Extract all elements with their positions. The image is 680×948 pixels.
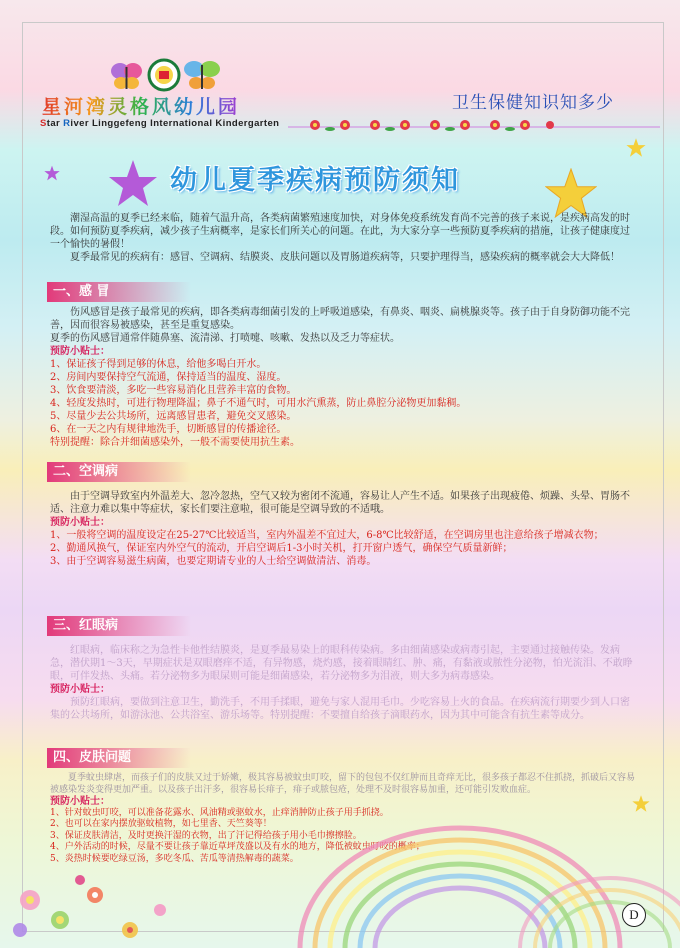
list-item: 3、保证皮肤清洁，及时更换汗湿的衣物，出了汗记得给孩子用小毛巾擦擦脸。	[50, 830, 362, 841]
page-title: 幼儿夏季疾病预防须知	[170, 165, 460, 196]
en-initial-s: S	[40, 118, 47, 129]
crest-icon	[149, 60, 179, 90]
section-ac	[50, 490, 638, 568]
list-item: 2、勤通风换气，保证室内外空气的流动，开启空调后1-3小时关机，打开窗户透气，确保空气质量新鲜；	[50, 543, 513, 554]
kindergarten-name-text: 星河湾灵格风幼儿园	[42, 92, 240, 119]
star-icon	[545, 168, 597, 218]
list-item: 3、由于空调容易滋生病菌，也要定期请专业的人士给空调做清洁、消毒。	[50, 556, 377, 567]
list-item: 2、房间内要保持空气流通，保持适当的温度、湿度。	[50, 372, 287, 383]
section-pinkeye	[50, 644, 638, 722]
pinkeye-tips: 预防红眼病，要做到注意卫生，勤洗手，不用手揉眼，避免与家人混用毛巾。少吃容易上火的食品。在疾病流行期要少到人口密集的公共场所，如游泳池、公共浴室、游乐场等。特别提醒：不要擅自给孩子滴眼药水，因为其中可能含有抗生素等成分。	[50, 697, 630, 721]
flower-border-icon	[305, 113, 555, 137]
butterfly-icon	[111, 63, 142, 89]
cold-tips-list	[50, 358, 638, 436]
rainbow-ground-illustration	[0, 780, 680, 948]
section-heading-pinkeye: 三、红眼病	[47, 616, 191, 636]
star-icon	[108, 160, 158, 206]
list-item: 1、保证孩子得到足够的休息，给他多喝白开水。	[50, 359, 267, 370]
ac-tips-label: 预防小贴士：	[50, 517, 110, 528]
list-item: 2、也可以在家内摆放驱蚊植物，如七里香、天竺葵等！	[50, 819, 272, 829]
kindergarten-logo	[100, 55, 230, 95]
intro-paragraph-1: 潮湿高温的夏季已经来临，随着气温升高，各类病菌繁殖速度加快，对身体免疫系统发育尚不完善的孩子来说，是疾病高发的时段。如何预防夏季疾病，减少孩子生病概率，是家长们所关心的问题。在此，为大家分享一些预防夏季疾病的措施，让孩子健康度过一个愉快的暑假！	[50, 213, 630, 250]
section-theme: 卫生保健知识知多少	[452, 93, 614, 113]
list-item: 6、在一天之内有规律地洗手，切断感冒的传播途径。	[50, 424, 287, 435]
cold-paragraph-1: 伤风感冒是孩子最常见的疾病，即各类病毒细菌引发的上呼吸道感染，有鼻炎、咽炎、扁桃腺炎等。孩子由于自身防御功能不完善，因而很容易被感染，甚至是重复感染。	[50, 307, 630, 331]
section-cold	[50, 306, 638, 449]
cold-tips-label: 预防小贴士：	[50, 346, 110, 357]
list-item: 5、炎热时候要吃绿豆汤，多吃冬瓜、苦瓜等清热解毒的蔬菜。	[50, 853, 299, 864]
en-initial-r: R	[63, 118, 71, 129]
page-marker: D	[622, 903, 646, 927]
cold-special-note: 特别提醒：除合并细菌感染外，一般不需要使用抗生素。	[50, 437, 300, 448]
section-heading-ac: 二、空调病	[47, 462, 191, 482]
intro-block	[50, 212, 638, 264]
section-heading-skin: 四、皮肤问题	[47, 748, 191, 768]
list-item: 1、针对蚊虫叮咬，可以准备花露水、风油精或驱蚊水，止痒消肿防止孩子用手抓挠。	[50, 807, 389, 818]
list-item: 5、尽量少去公共场所，远离感冒患者，避免交叉感染。	[50, 411, 297, 422]
ac-tips-list	[50, 529, 638, 568]
en-part: tar	[46, 118, 64, 129]
kindergarten-name-cn	[42, 92, 240, 119]
list-item: 4、轻度发热时，可进行物理降温；鼻子不通气时，可用水汽熏蒸，防止鼻腔分泌物更加黏稠。	[50, 398, 467, 409]
skin-paragraph: 夏季蚊虫肆虐，而孩子们的皮肤又过于娇嫩，极其容易被蚊虫叮咬，留下的包包不仅红肿而且奇痒无比，很多孩子都忍不住抓挠，抓破后又容易被感染发炎变得更加严重。以及孩子出汗多，很容易长痱子，痱子或脓包疮，处理不及时很容易加重，还可能引发败血症。	[50, 773, 636, 795]
ac-paragraph: 由于空调导致室内外温差大、忽冷忽热，空气又较为密闭不流通，容易让人产生不适。如果孩子出现疲倦、烦躁、头晕、胃肠不适、注意力难以集中等症状，家长们要注意啦，很可能是空调导致的不适哦。	[50, 491, 630, 515]
list-item: 3、饮食要清淡，多吃一些容易消化且营养丰富的食物。	[50, 385, 297, 396]
intro-paragraph-2: 夏季最常见的疾病有：感冒、空调病、结膜炎、皮肤问题以及胃肠道疾病等，只要护理得当，感染疾病的概率就会大大降低！	[70, 252, 620, 263]
list-item: 4、户外活动的时候，尽量不要让孩子靠近草坪茂盛以及有水的地方，降低被蚊虫叮咬的概率；	[50, 842, 425, 852]
list-item: 1、一般将空调的温度设定在25-27℃比较适当，室内外温差不宜过大，6-8℃比较舒适，在空调房里也注意给孩子增减衣物；	[50, 530, 604, 541]
section-heading-cold: 一、感 冒	[47, 282, 191, 302]
skin-tips-label: 预防小贴士：	[50, 796, 110, 807]
butterfly-icon	[184, 61, 220, 89]
en-rest: iver Linggefeng International Kindergarten	[70, 118, 280, 129]
star-icon	[44, 165, 60, 181]
pinkeye-tips-label: 预防小贴士：	[50, 684, 110, 695]
kindergarten-name-en	[40, 118, 279, 129]
cold-paragraph-2: 夏季的伤风感冒通常伴随鼻塞、流清涕、打喷嚏、咳嗽、发热以及乏力等症状。	[50, 333, 400, 344]
pinkeye-paragraph: 红眼病，临床称之为急性卡他性结膜炎，是夏季最易染上的眼科传染病。多由细菌感染或病毒引起，主要通过接触传染。发病急，潜伏期1～3天，早期症状是双眼磨痒不适，有异物感，烧灼感，接着眼睛红、肿、痛，有黏液或脓性分泌物，怕光流泪、不敢睁眼，可伴发热、头痛。若分泌物多为眼屎则可能是细菌感染，若分泌物多为泪液，则大多为病毒感染。	[50, 645, 633, 682]
star-icon	[626, 138, 646, 157]
